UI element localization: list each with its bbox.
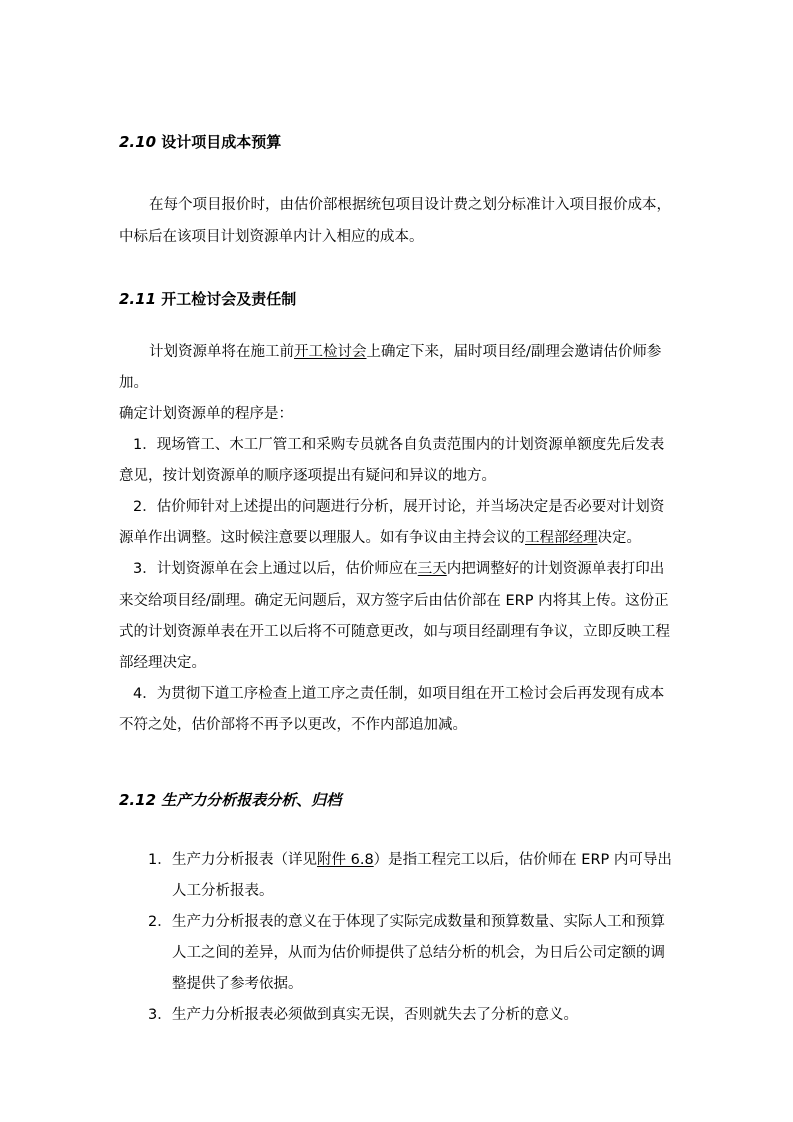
list-item-2: 2．估价师针对上述提出的问题进行分析，展开讨论，并当场决定是否必要对计划资 [133, 499, 665, 515]
procedure-heading: 确定计划资源单的程序是： [119, 406, 293, 422]
list-item-line: 不符之处，估价部将不再予以更改，不作内部追加减。 [119, 717, 467, 733]
list-item-line: 人工分析报表。 [172, 883, 274, 899]
text-span: ）是指工程完工以后，估价师在 ERP 内可导出 [373, 852, 672, 868]
list-item-2: 生产力分析报表的意义在于体现了实际完成数量和预算数量、实际人工和预算 [172, 914, 665, 930]
link-kickoff-meeting[interactable]: 开工检讨会 [294, 344, 367, 360]
list-item-line [119, 528, 641, 548]
section-heading-2-12 [119, 790, 341, 810]
list-item-number: 3． [148, 1007, 172, 1023]
section-heading-2-10 [119, 132, 281, 152]
list-item-1: 1．现场管工、木工厂管工和采购专员就各自负责范围内的计划资源单额度先后发表 [133, 437, 665, 453]
paragraph-line [149, 342, 661, 362]
list-item-3 [133, 559, 664, 579]
section-title-b: 归档 [311, 791, 342, 809]
section-heading-2-11 [119, 289, 296, 309]
list-item-1 [172, 850, 672, 870]
list-item-line: 意见，按计划资源单的顺序逐项提出有疑问和异议的地方。 [119, 468, 496, 484]
list-item-line: 部经理决定。 [119, 655, 206, 671]
paragraph-line: 加。 [119, 375, 148, 391]
link-engineering-manager[interactable]: 工程部经理 [525, 530, 598, 546]
list-item-number: 1． [148, 852, 172, 868]
text-span: 决定。 [597, 530, 641, 546]
link-appendix-6-8[interactable]: 附件 6.8 [317, 852, 374, 868]
list-item-number: 2． [148, 914, 172, 930]
section-title: 开工检讨会及责任制 [161, 290, 297, 308]
text-span: 3．计划资源单在会上通过以后，估价师应在 [133, 561, 418, 577]
text-span: 计划资源单将在施工前 [149, 344, 294, 360]
section-number: 2.12 [119, 791, 157, 809]
text-span: 生产力分析报表（详见 [172, 852, 317, 868]
list-item-line: 整提供了参考依据。 [172, 976, 303, 992]
section-number: 2.10 [119, 133, 157, 151]
section-number: 2.11 [119, 290, 157, 308]
section-title: 设计项目成本预算 [161, 133, 282, 151]
list-item-4: 4．为贯彻下道工序检查上道工序之责任制，如项目组在开工检讨会后再发现有成本 [133, 686, 665, 702]
text-span: 源单作出调整。这时候注意要以理服人。如有争议由主持会议的 [119, 530, 525, 546]
list-item-3: 生产力分析报表必须做到真实无误，否则就失去了分析的意义。 [172, 1007, 578, 1023]
list-item-line: 来交给项目经/副理。确定无问题后，双方签字后由估价部在 ERP 内将其上传。这份正 [119, 593, 669, 609]
text-span: 内把调整好的计划资源单表打印出 [446, 561, 665, 577]
text-span: 上确定下来，届时项目经/副理会邀请估价师参 [366, 344, 662, 360]
section-title-separator: 、 [296, 791, 312, 809]
list-item-line: 人工之间的差异，从而为估价师提供了总结分析的机会，为日后公司定额的调 [172, 945, 665, 961]
link-three-days[interactable]: 三天 [417, 561, 447, 577]
section-title-a: 生产力分析报表分析 [161, 791, 297, 809]
paragraph-line: 中标后在该项目计划资源单内计入相应的成本。 [119, 229, 424, 245]
paragraph-line: 在每个项目报价时，由估价部根据统包项目设计费之划分标准计入项目报价成本， [149, 197, 671, 213]
list-item-line: 式的计划资源单表在开工以后将不可随意更改，如与项目经副理有争议，立即反映工程 [119, 624, 670, 640]
